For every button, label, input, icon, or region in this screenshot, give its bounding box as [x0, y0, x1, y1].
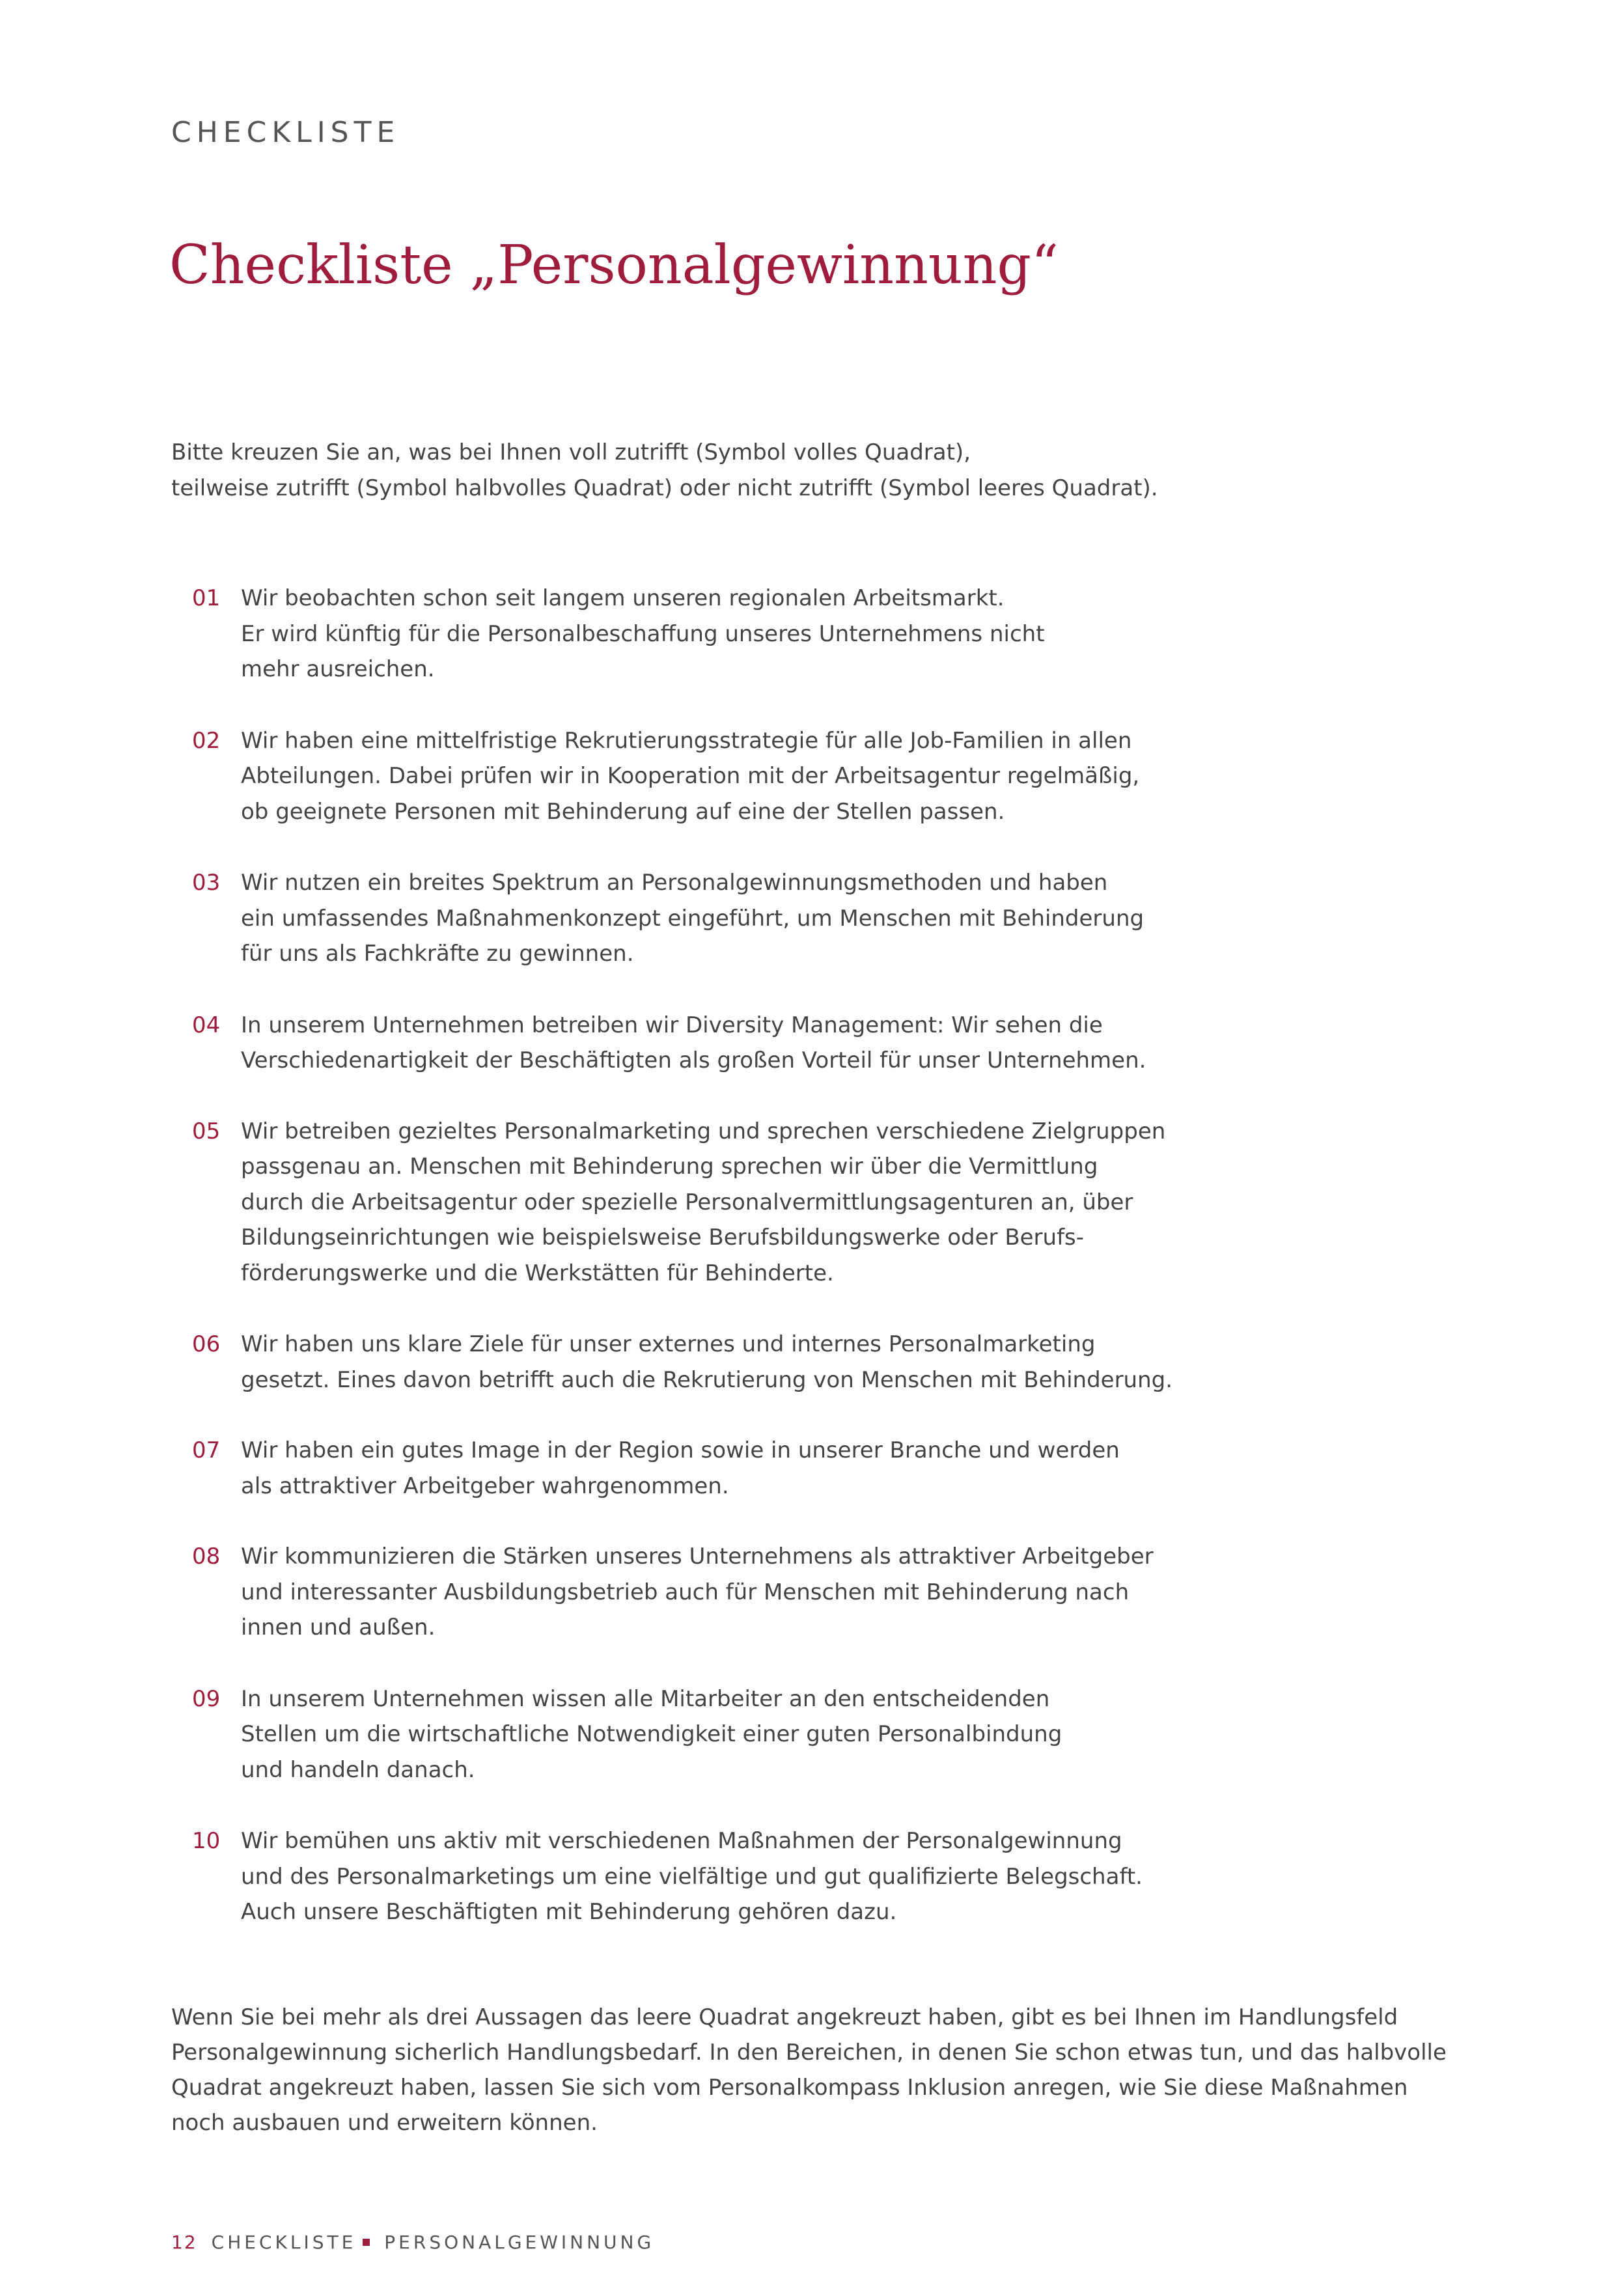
item-text-line: durch die Arbeitsagentur oder spezielle Personalvermittlungsagenturen an, über: [241, 1189, 1133, 1215]
item-text-line: mehr ausreichen.: [241, 656, 435, 682]
item-number: 09: [192, 1685, 221, 1712]
outro-paragraph: [171, 2000, 1447, 2140]
item-number: 07: [192, 1437, 221, 1463]
item-text-line: Bildungseinrichtungen wie beispielsweise Berufsbildungswerke oder Berufs-: [241, 1224, 1085, 1251]
item-number: 10: [192, 1828, 221, 1854]
item-number: 03: [192, 870, 221, 896]
item-text: [241, 1433, 1120, 1504]
item-text-line: gesetzt. Eines davon betrifft auch die Rekrutierung von Menschen mit Behinderung.: [241, 1366, 1173, 1393]
item-text-line: und handeln danach.: [241, 1756, 475, 1783]
checklist-item: [192, 1433, 1299, 1504]
separator-square-icon: [363, 2239, 370, 2246]
intro-line: Bitte kreuzen Sie an, was bei Ihnen voll zutrifft (Symbol volles Quadrat),: [171, 439, 971, 465]
page-title: Checkliste „Personalgewinnung“: [169, 234, 1059, 296]
intro-line: teilweise zutrifft (Symbol halbvolles Quadrat) oder nicht zutrifft (Symbol leeres Quadrat).: [171, 475, 1158, 501]
checklist-item: [192, 1114, 1299, 1292]
section-label: CHECKLISTE: [171, 116, 400, 149]
outro-line: Personalgewinnung sicherlich Handlungsbedarf. In den Bereichen, in denen Sie schon etwas tun, und das halbvolle: [171, 2040, 1447, 2066]
checklist: [192, 581, 1299, 1966]
outro-line: noch ausbauen und erweitern können.: [171, 2110, 598, 2136]
item-text-line: Auch unsere Beschäftigten mit Behinderung gehören dazu.: [241, 1899, 897, 1925]
item-text: [241, 581, 1045, 687]
item-text: [241, 1008, 1146, 1079]
checklist-item: [192, 1823, 1299, 1930]
item-text-line: Wir betreiben gezieltes Personalmarketing und sprechen verschiedene Zielgruppen: [241, 1118, 1166, 1144]
item-text-line: förderungswerke und die Werkstätten für Behinderte.: [241, 1260, 834, 1286]
item-number: 02: [192, 727, 221, 754]
intro-paragraph: [171, 435, 1158, 506]
checklist-item: [192, 581, 1299, 687]
page-footer: [171, 2232, 654, 2253]
item-text-line: innen und außen.: [241, 1614, 436, 1640]
checklist-item: [192, 1681, 1299, 1788]
item-text: [241, 865, 1144, 972]
item-text-line: Verschiedenartigkeit der Beschäftigten als großen Vorteil für unser Unternehmen.: [241, 1047, 1146, 1073]
item-text-line: ob geeignete Personen mit Behinderung auf eine der Stellen passen.: [241, 798, 1005, 825]
item-text: [241, 1114, 1165, 1292]
item-text: [241, 1823, 1143, 1930]
item-text-line: Wir bemühen uns aktiv mit verschiedenen Maßnahmen der Personalgewinnung: [241, 1828, 1122, 1854]
item-text-line: und des Personalmarketings um eine vielfältige und gut qualifizierte Belegschaft.: [241, 1863, 1143, 1890]
item-text-line: Wir haben ein gutes Image in der Region sowie in unserer Branche und werden: [241, 1437, 1120, 1463]
item-text-line: passgenau an. Menschen mit Behinderung sprechen wir über die Vermittlung: [241, 1154, 1098, 1180]
checklist-item: [192, 865, 1299, 972]
item-number: 06: [192, 1331, 221, 1357]
item-text: [241, 1327, 1172, 1398]
item-text: [241, 723, 1139, 830]
checklist-item: [192, 1008, 1299, 1079]
item-number: 04: [192, 1012, 221, 1038]
item-text-line: ein umfassendes Maßnahmenkonzept eingeführt, um Menschen mit Behinderung: [241, 905, 1144, 932]
item-number: 01: [192, 585, 221, 611]
item-text-line: In unserem Unternehmen wissen alle Mitarbeiter an den entscheidenden: [241, 1685, 1050, 1712]
item-text-line: Wir beobachten schon seit langem unseren regionalen Arbeitsmarkt.: [241, 585, 1005, 611]
outro-line: Quadrat angekreuzt haben, lassen Sie sich vom Personalkompass Inklusion anregen, wie Sie diese Maßnahmen: [171, 2075, 1408, 2101]
item-text-line: als attraktiver Arbeitgeber wahrgenommen.: [241, 1473, 729, 1499]
item-text-line: Wir haben uns klare Ziele für unser externes und internes Personalmarketing: [241, 1331, 1096, 1357]
checklist-item: [192, 723, 1299, 830]
item-text-line: und interessanter Ausbildungsbetrieb auch für Menschen mit Behinderung nach: [241, 1579, 1130, 1605]
page-number: 12: [171, 2232, 197, 2253]
checklist-item: [192, 1327, 1299, 1398]
item-text-line: Wir nutzen ein breites Spektrum an Personalgewinnungsmethoden und haben: [241, 870, 1108, 896]
item-number: 05: [192, 1118, 221, 1144]
item-text-line: Er wird künftig für die Personalbeschaffung unseres Unternehmens nicht: [241, 620, 1045, 647]
item-text: [241, 1539, 1154, 1646]
item-text-line: für uns als Fachkräfte zu gewinnen.: [241, 941, 634, 967]
outro-line: Wenn Sie bei mehr als drei Aussagen das leere Quadrat angekreuzt haben, gibt es bei Ihnen im Handlungsfeld: [171, 2004, 1398, 2030]
item-text-line: Wir kommunizieren die Stärken unseres Unternehmens als attraktiver Arbeitgeber: [241, 1543, 1154, 1570]
checklist-item: [192, 1539, 1299, 1646]
item-text-line: Wir haben eine mittelfristige Rekrutierungsstrategie für alle Job-Familien in allen: [241, 727, 1132, 754]
item-text-line: In unserem Unternehmen betreiben wir Diversity Management: Wir sehen die: [241, 1012, 1103, 1038]
item-text-line: Abteilungen. Dabei prüfen wir in Kooperation mit der Arbeitsagentur regelmäßig,: [241, 763, 1140, 789]
footer-section: CHECKLISTE: [211, 2232, 357, 2253]
item-number: 08: [192, 1543, 221, 1570]
footer-subsection: PERSONALGEWINNUNG: [384, 2232, 655, 2253]
item-text: [241, 1681, 1062, 1788]
item-text-line: Stellen um die wirtschaftliche Notwendigkeit einer guten Personalbindung: [241, 1721, 1062, 1747]
